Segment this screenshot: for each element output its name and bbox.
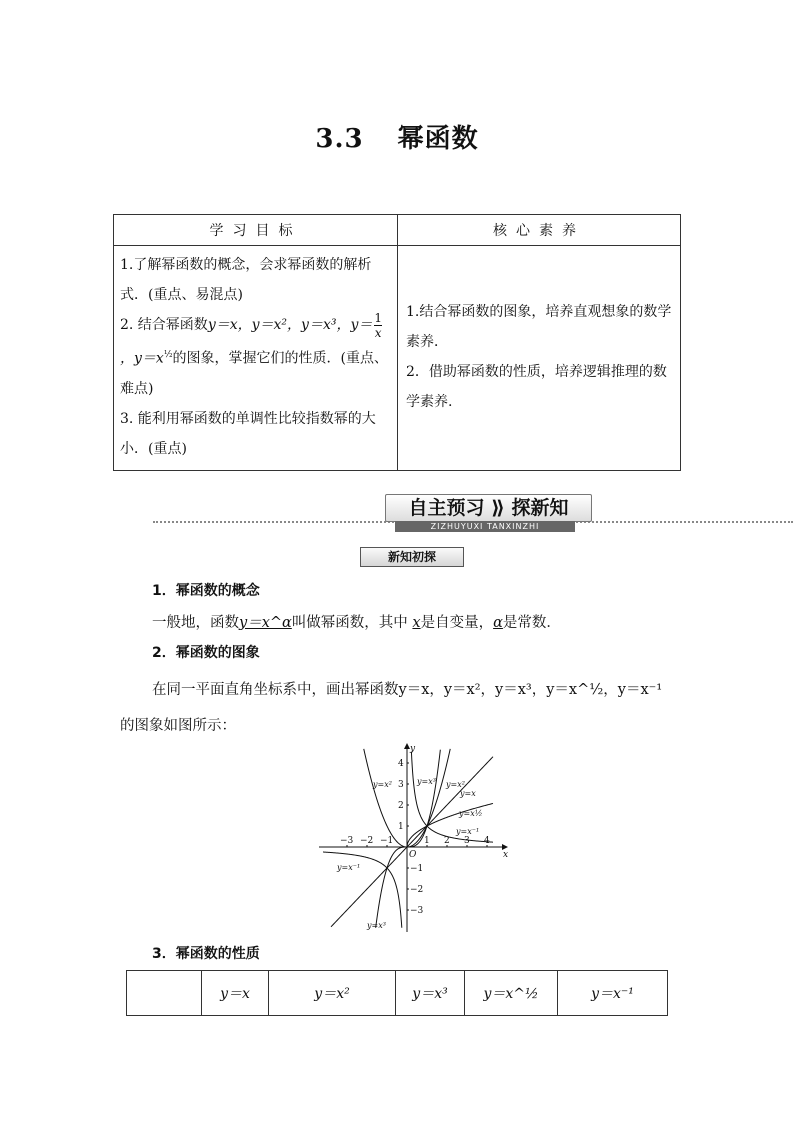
x-tick-label: −1 bbox=[380, 836, 394, 846]
banner-subtitle: ZIZHUYUXI TANXINZHI bbox=[395, 521, 575, 532]
curve-label: y=x bbox=[460, 789, 476, 798]
section-tag: 新知初探 bbox=[360, 547, 464, 567]
curve-label: y=x⁻¹ bbox=[456, 827, 480, 836]
page-title bbox=[0, 118, 794, 155]
y-axis-label: y bbox=[410, 744, 416, 754]
table-header-cell: y＝x² bbox=[269, 971, 396, 1016]
goals-cell bbox=[114, 246, 398, 471]
sec2-heading: 2．幂函数的图象 bbox=[152, 645, 260, 661]
x-tick-label: −2 bbox=[360, 836, 374, 846]
goals-header: 学习目标 bbox=[114, 215, 398, 246]
y-tick-label: −2 bbox=[410, 885, 424, 895]
sec1-text: 一般地，函数y＝x^α叫做幂函数，其中 x是自变量，α是常数． bbox=[152, 615, 561, 631]
table-header-cell: y＝x³ bbox=[396, 971, 465, 1016]
curve-label: y=x½ bbox=[459, 809, 483, 818]
table-header-cell: y＝x bbox=[202, 971, 269, 1016]
curve-label: y=x³ bbox=[367, 921, 386, 930]
y-tick-label: 4 bbox=[398, 759, 404, 769]
literacy-cell bbox=[398, 246, 681, 471]
y-tick-label: −3 bbox=[410, 906, 424, 916]
curve-label: y=x² bbox=[373, 780, 392, 789]
goal-item: 2. 结合幂函数y＝x，y＝x²，y＝x³，y＝ $\frac{1}{x}$ ，$y=x^{\frac{1}{2}}$的图象，掌握它们的性质．(重点、难点) bbox=[120, 310, 389, 397]
table-row bbox=[127, 971, 668, 1016]
origin-label: O bbox=[409, 850, 417, 860]
properties-table bbox=[126, 970, 668, 1016]
table-header-cell: y＝x⁻¹ bbox=[558, 971, 668, 1016]
sec3-heading: 3．幂函数的性质 bbox=[152, 946, 260, 962]
title-number: 3.3 bbox=[315, 124, 364, 154]
sec2-line1: 在同一平面直角坐标系中，画出幂函数y＝x，y＝x²，y＝x³，y＝x^½，y＝x⁻¹ bbox=[152, 682, 663, 698]
literacy-item: 1.结合幂函数的图象，培养直观想象的数学素养． bbox=[406, 303, 672, 350]
x-tick-label: 4 bbox=[484, 836, 490, 846]
table-header-cell bbox=[127, 971, 202, 1016]
literacy-header: 核心素养 bbox=[398, 215, 681, 246]
x-tick-label: −3 bbox=[340, 836, 354, 846]
section-banner bbox=[385, 494, 590, 532]
sec1-heading: 1．幂函数的概念 bbox=[152, 583, 260, 599]
title-text: 幂函数 bbox=[397, 124, 479, 154]
curve-label: y=x² bbox=[446, 780, 465, 789]
y-tick-label: 3 bbox=[398, 780, 404, 790]
x-tick-label: 3 bbox=[464, 836, 470, 846]
y-tick-label: 2 bbox=[398, 801, 404, 811]
sec2-line2: 的图象如图所示： bbox=[120, 718, 236, 734]
goals-table bbox=[113, 214, 681, 471]
table-header-cell: y＝x^½ bbox=[465, 971, 558, 1016]
x-tick-label: 1 bbox=[424, 836, 430, 846]
curve-y-inv-x-right bbox=[411, 752, 493, 843]
goal-item: 3. 能利用幂函数的单调性比较指数幂的大小．(重点) bbox=[120, 410, 376, 457]
literacy-item: 2．借助幂函数的性质，培养逻辑推理的数学素养. bbox=[406, 363, 667, 410]
curve-y-inv-x-left bbox=[323, 852, 402, 928]
curve-label: y=x⁻¹ bbox=[337, 863, 361, 872]
x-axis-label: x bbox=[503, 850, 509, 860]
y-tick-label: −1 bbox=[410, 864, 424, 874]
goal-item: 1.了解幂函数的概念，会求幂函数的解析式．(重点、易混点) bbox=[120, 257, 372, 303]
banner-title: 自主预习 ⟫ 探新知 bbox=[385, 494, 592, 522]
x-tick-label: 2 bbox=[444, 836, 450, 846]
curve-label: y=x³ bbox=[417, 777, 436, 786]
y-tick-label: 1 bbox=[398, 822, 404, 832]
power-function-graph bbox=[315, 740, 515, 935]
